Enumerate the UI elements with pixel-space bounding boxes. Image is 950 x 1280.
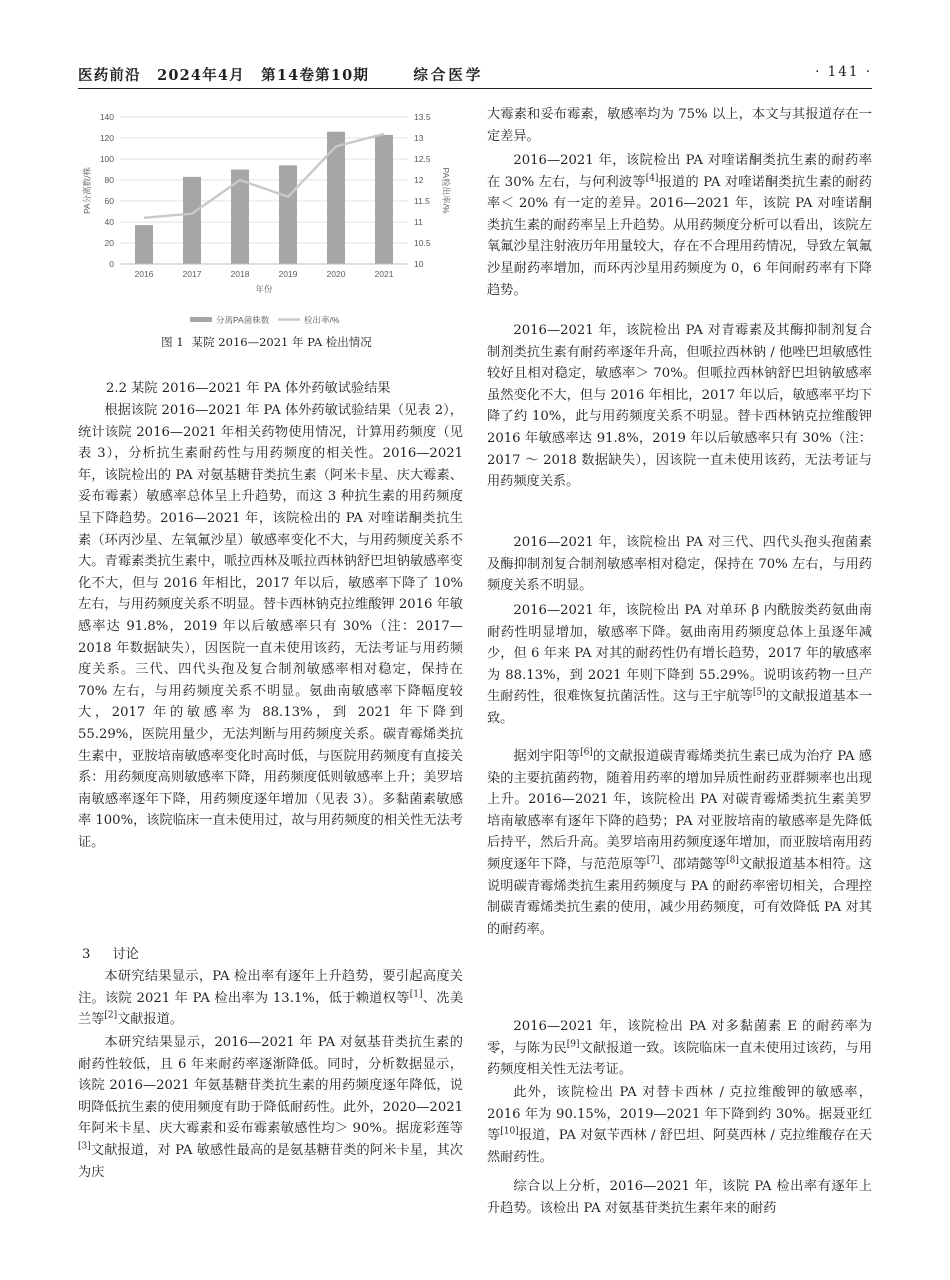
paragraph [487, 1016, 872, 1081]
figure-caption-text: 某院 2016—2021 年 PA 检出情况 [191, 335, 372, 349]
citation: [3] [78, 1141, 91, 1152]
paragraph: 大霉素和妥布霉素，敏感率均为 75% 以上，本文与其报道存在一定差异。 [487, 107, 872, 144]
legend-line-label: 检出率/% [304, 315, 340, 325]
paragraph: 根据该院 2016—2021 年 PA 体外药敏试验结果（见表 2），统计该院 2016—2021 年相关药物使用情况，计算用药频度（见表 3），分析抗生素耐药性与用药频度的相关性。2016—2021 年，该院检出的 PA 对氨基糖苷类抗生素（阿米卡星、庆大霉素、妥布霉素）敏感率总体呈上升趋势，而这 3 种抗生素的用药频度呈下降趋势。2016—2021 年，该院检出的 PA 对喹诺酮类抗生素（环丙沙星、左氧氟沙星）敏感率变化不大，与用药频度关系不大。青霉素类抗生素中，哌拉西林及哌拉西林钠舒巴坦钠敏感率变化不大，但与 2016 年相比，2017 年以后，敏感率下降了 10% 左右，与用药频度关系不明显。替卡西林钠克拉维酸钾 2016 年敏感率达 91.8%，2019 年以后敏感率只有 30%（注：2017—2018 年数据缺失），因医院一直未使用该药，无法考证与用药频度关系。三代、四代头孢及复合制剂敏感率相对稳定，保持在 70% 左右，与用药频度关系不明显。氨曲南敏感率下降幅度较大，2017 年的敏感率为 88.13%，到 2021 年下降到 55.29%，医院用量少，无法判断与用药频度关系。碳青霉烯类抗生素中，亚胺培南敏感率变化时高时低，与医院用药频度有直接关系：用药频度高则敏感率下降，用药频度低则敏感率上升；美罗培南敏感率逐年下降，用药频度逐年增加（见表 3）。多黏菌素敏感率 100%，该院临床一直未使用过，故与用药频度的相关性无法考证。 [78, 403, 463, 850]
y-right-axis-title: PA检出率/% [441, 167, 451, 214]
y-left-tick-label: 120 [99, 133, 114, 143]
x-tick-label: 2020 [326, 269, 346, 279]
y-left-tick-label: 80 [104, 175, 114, 185]
bar-2016 [135, 225, 153, 264]
paragraph [487, 746, 872, 940]
citation: [2] [104, 1010, 118, 1021]
x-tick-label: 2017 [182, 269, 202, 279]
figure-caption [78, 334, 463, 350]
journal-name: 医药前沿 [78, 67, 141, 84]
section-name: 综合医学 [413, 67, 484, 84]
text-run: 2016—2021 年，该院检出 PA 对单环 β 内酰胺类药氨曲南耐药性明显增加，敏感率下降。氨曲南用药频度总体上虽逐年减少，但 6 年来 PA 对其的耐药性仍有增长趋势，2017 年的敏感率为 88.13%，到 2021 年则下降到 55.29%。说明该药物一旦产生耐药性，很难恢复抗菌活性。这与王宇航等 [487, 603, 872, 705]
x-tick-label: 2019 [278, 269, 298, 279]
figure-1 [78, 102, 463, 357]
section-3-heading: 讨论 [112, 947, 139, 962]
detection-rate-line [144, 134, 384, 218]
x-tick-label: 2016 [134, 269, 154, 279]
citation: [10] [500, 1126, 519, 1137]
issue-volume: 第14卷第10期 [261, 67, 370, 84]
figure-label: 图 1 [161, 335, 184, 349]
text-run: 文献报道。 [117, 1012, 184, 1028]
paragraph [487, 150, 872, 301]
citation: [8] [726, 855, 739, 866]
citation: [5] [752, 687, 766, 698]
running-header [78, 58, 872, 86]
text-run: 文献报道，对 PA 敏感性最高的是氨基糖苷类的阿米卡星，其次为庆 [78, 1142, 463, 1180]
text-run: 的文献报道碳青霉烯类抗生素已成为治疗 PA 感染的主要抗菌药物，随着用药率的增加异质性耐药亚群频率也出现上升。2016—2021 年，该院检出 PA 对碳青霉烯类抗生素美罗培南敏感率有逐年下降的趋势；PA 对亚胺培南的敏感率是先降低后持平，然后升高。美罗培南用药频度逐年增加，而亚胺培南用药频度逐年下降，与范范原等 [487, 749, 872, 872]
legend-bar-swatch [190, 317, 212, 322]
header-rule [78, 88, 872, 89]
section-2-2-title: 2.2 某院 2016—2021 年 PA 体外药敏试验结果 [106, 381, 391, 396]
y-right-tick-label: 10 [414, 259, 424, 269]
chart-bars [135, 132, 393, 264]
bar-2019 [279, 165, 297, 264]
paragraph [487, 1082, 872, 1168]
citation: [4] [645, 173, 659, 184]
text-run: 2016—2021 年，该院检出 PA 对多黏菌素 E 的耐药率为零，与陈为民 [487, 1019, 872, 1056]
section-3-number: 3 [82, 947, 91, 962]
y-left-tick-label: 100 [99, 154, 114, 164]
citation: [9] [566, 1039, 580, 1050]
section-3-title [82, 944, 462, 966]
paragraph [78, 1032, 463, 1183]
paragraph: 2016—2021 年，该院检出 PA 对三代、四代头孢头孢菌素及酶抑制剂复合制剂敏感率相对稳定，保持在 70% 左右，与用药频度关系不明显。 [487, 535, 872, 594]
chart-line [144, 134, 384, 218]
page-number: · 141 · [815, 64, 872, 80]
text-run: 此外，该院检出 PA 对替卡西林 / 克拉维酸钾的敏感率，2016 年为 90.15%，2019—2021 年下降到约 30%。据聂亚红等 [487, 1085, 872, 1144]
y-left-tick-label: 140 [99, 112, 114, 122]
paragraph: 综合以上分析，2016—2021 年，该院 PA 检出率有逐年上升趋势。该检出 PA 对氨基苷类抗生素年来的耐药 [487, 1179, 872, 1216]
y-right-tick-label: 10.5 [414, 238, 431, 248]
text-run: 文献报道一致。该院临床一直未使用过该药，与用药频度相关性无法考证。 [487, 1040, 873, 1078]
text-run: 报道的 PA 对喹诺酮类抗生素的耐药率＜ 20% 有一定的差异。2016—2021 年，该院 PA 对喹诺酮类抗生素的耐药率呈上升趋势。从用药频度分析可以看出，该院左氧氟沙星注射液历年用量较大，存在不合理用药情况，导致左氧氟沙星耐药率增加，而环丙沙星用药频度为 0，6 年间耐药率有下降趋势。 [487, 174, 872, 298]
legend-bar-label: 分离PA菌株数 [216, 315, 270, 325]
y-left-tick-label: 0 [109, 259, 114, 269]
y-left-tick-label: 40 [104, 217, 114, 227]
y-left-tick-label: 60 [104, 196, 114, 206]
detection-chart [78, 102, 463, 330]
text-run: 、邵靖懿等 [659, 856, 727, 872]
paragraph: 2016—2021 年，该院检出 PA 对青霉素及其酶抑制剂复合制剂类抗生素有耐药率逐年升高，但哌拉西林钠 / 他唑巴坦敏感性较好且相对稳定，敏感率＞ 70%。但哌拉西林钠舒巴坦钠敏感率虽然变化不大，但与 2016 年相比，2017 年以后，敏感率平均下降了约 10%，此与用药频度关系不明显。替卡西林钠克拉维酸钾 2016 年敏感率达 91.8%，2019 年以后敏感率只有 30%（注：2017 ～ 2018 数据缺失），因该院一直未使用该药，无法考证与用药频度关系。 [487, 323, 872, 490]
paragraph [78, 966, 463, 1031]
y-right-tick-label: 11.5 [414, 196, 430, 206]
text-run: 的文献报道基本一致。 [487, 689, 873, 726]
text-run: 据刘宇阳等 [513, 749, 581, 764]
paragraph [487, 600, 872, 730]
citation: [7] [646, 855, 660, 866]
x-tick-label: 2021 [374, 269, 394, 279]
text-run: 文献报道基本相符。这说明碳青霉烯类抗生素用药频度与 PA 的耐药率密切相关，合理控制碳青霉烯类抗生素的使用，减少用药频度，可有效降低 PA 对其的耐药率。 [487, 856, 873, 937]
text-run: 本研究结果显示，2016—2021 年 PA 对氨基苷类抗生素的耐药性较低，且 6 年来耐药率逐渐降低。同时，分析数据显示，该院 2016—2021 年氨基糖苷类抗生素的用药频度逐年降低，说明降低抗生素的使用频度有助于降低耐药性。此外，2020—2021 年阿米卡星、庆大霉素和妥布霉素敏感性均＞ 90%。据庞彩莲等 [78, 1035, 463, 1137]
y-right-tick-label: 12 [414, 175, 424, 185]
text-run: 报道，PA 对氨苄西林 / 舒巴坦、阿莫西林 / 克拉维酸存在天然耐药性。 [487, 1128, 873, 1165]
issue-date: 2024年4月 [157, 67, 245, 84]
x-axis-title: 年份 [255, 284, 273, 294]
chart-legend [190, 315, 340, 325]
citation: [1] [409, 989, 423, 1000]
y-right-tick-label: 13 [414, 133, 424, 143]
y-left-tick-label: 20 [104, 238, 114, 248]
text-run: 2016—2021 年，该院检出 PA 对喹诺酮类抗生素的耐药率在 30% 左右，与何利波等 [487, 153, 872, 190]
y-right-tick-label: 13.5 [414, 112, 431, 122]
x-tick-label: 2018 [230, 269, 250, 279]
text-run: 、冼美兰等 [78, 990, 464, 1028]
bar-2021 [375, 135, 393, 264]
chart-axes [82, 112, 451, 294]
y-left-axis-title: PA分离数/株 [82, 166, 92, 215]
header-journal-info [78, 64, 493, 85]
y-right-tick-label: 11 [414, 217, 423, 227]
citation: [6] [580, 747, 593, 758]
y-right-tick-label: 12.5 [414, 154, 431, 164]
bar-2017 [183, 177, 201, 264]
text-run: 本研究结果显示，PA 检出率有逐年上升趋势，要引起高度关注。该院 2021 年 PA 检出率为 13.1%，低于赖道权等 [78, 969, 463, 1006]
